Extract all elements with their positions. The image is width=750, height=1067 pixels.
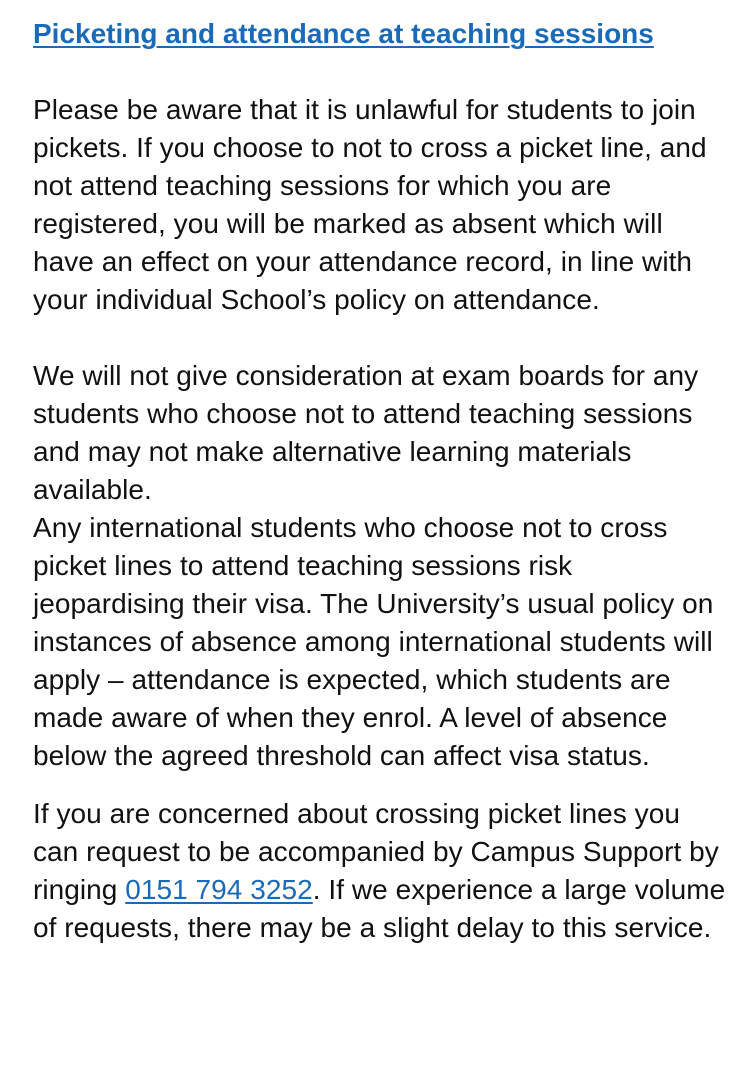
exam-board-paragraph: We will not give consideration at exam boards for any students who choose not to attend teaching sessions and may not make alternative learning materials available. xyxy=(33,360,699,505)
campus-support-text-before: If you are concerned about crossing picket lines you can request to be accompanied by Campus Support by ringing xyxy=(33,798,719,905)
article-title-link[interactable]: Picketing and attendance at teaching sessions xyxy=(33,18,654,49)
international-students-paragraph: Any international students who choose not to cross picket lines to attend teaching sessions risk jeopardising their visa. The University’s usual policy on instances of absence among international students will apply – attendance is expected, which students are made aware of when they enrol. A level of absence below the agreed threshold can affect visa status. xyxy=(33,512,714,771)
phone-number-link[interactable]: 0151 794 3252 xyxy=(125,874,313,905)
campus-support-paragraph xyxy=(33,795,730,947)
campus-support-text-after: . If we experience a large volume of requests, there may be a slight delay to this service. xyxy=(33,874,726,943)
picket-notice-paragraph: Please be aware that it is unlawful for students to join pickets. If you choose to not to cross a picket line, and not attend teaching sessions for which you are registered, you will be marked as absent which will have an effect on your attendance record, in line with your individual School’s policy on attendance. xyxy=(33,94,707,315)
